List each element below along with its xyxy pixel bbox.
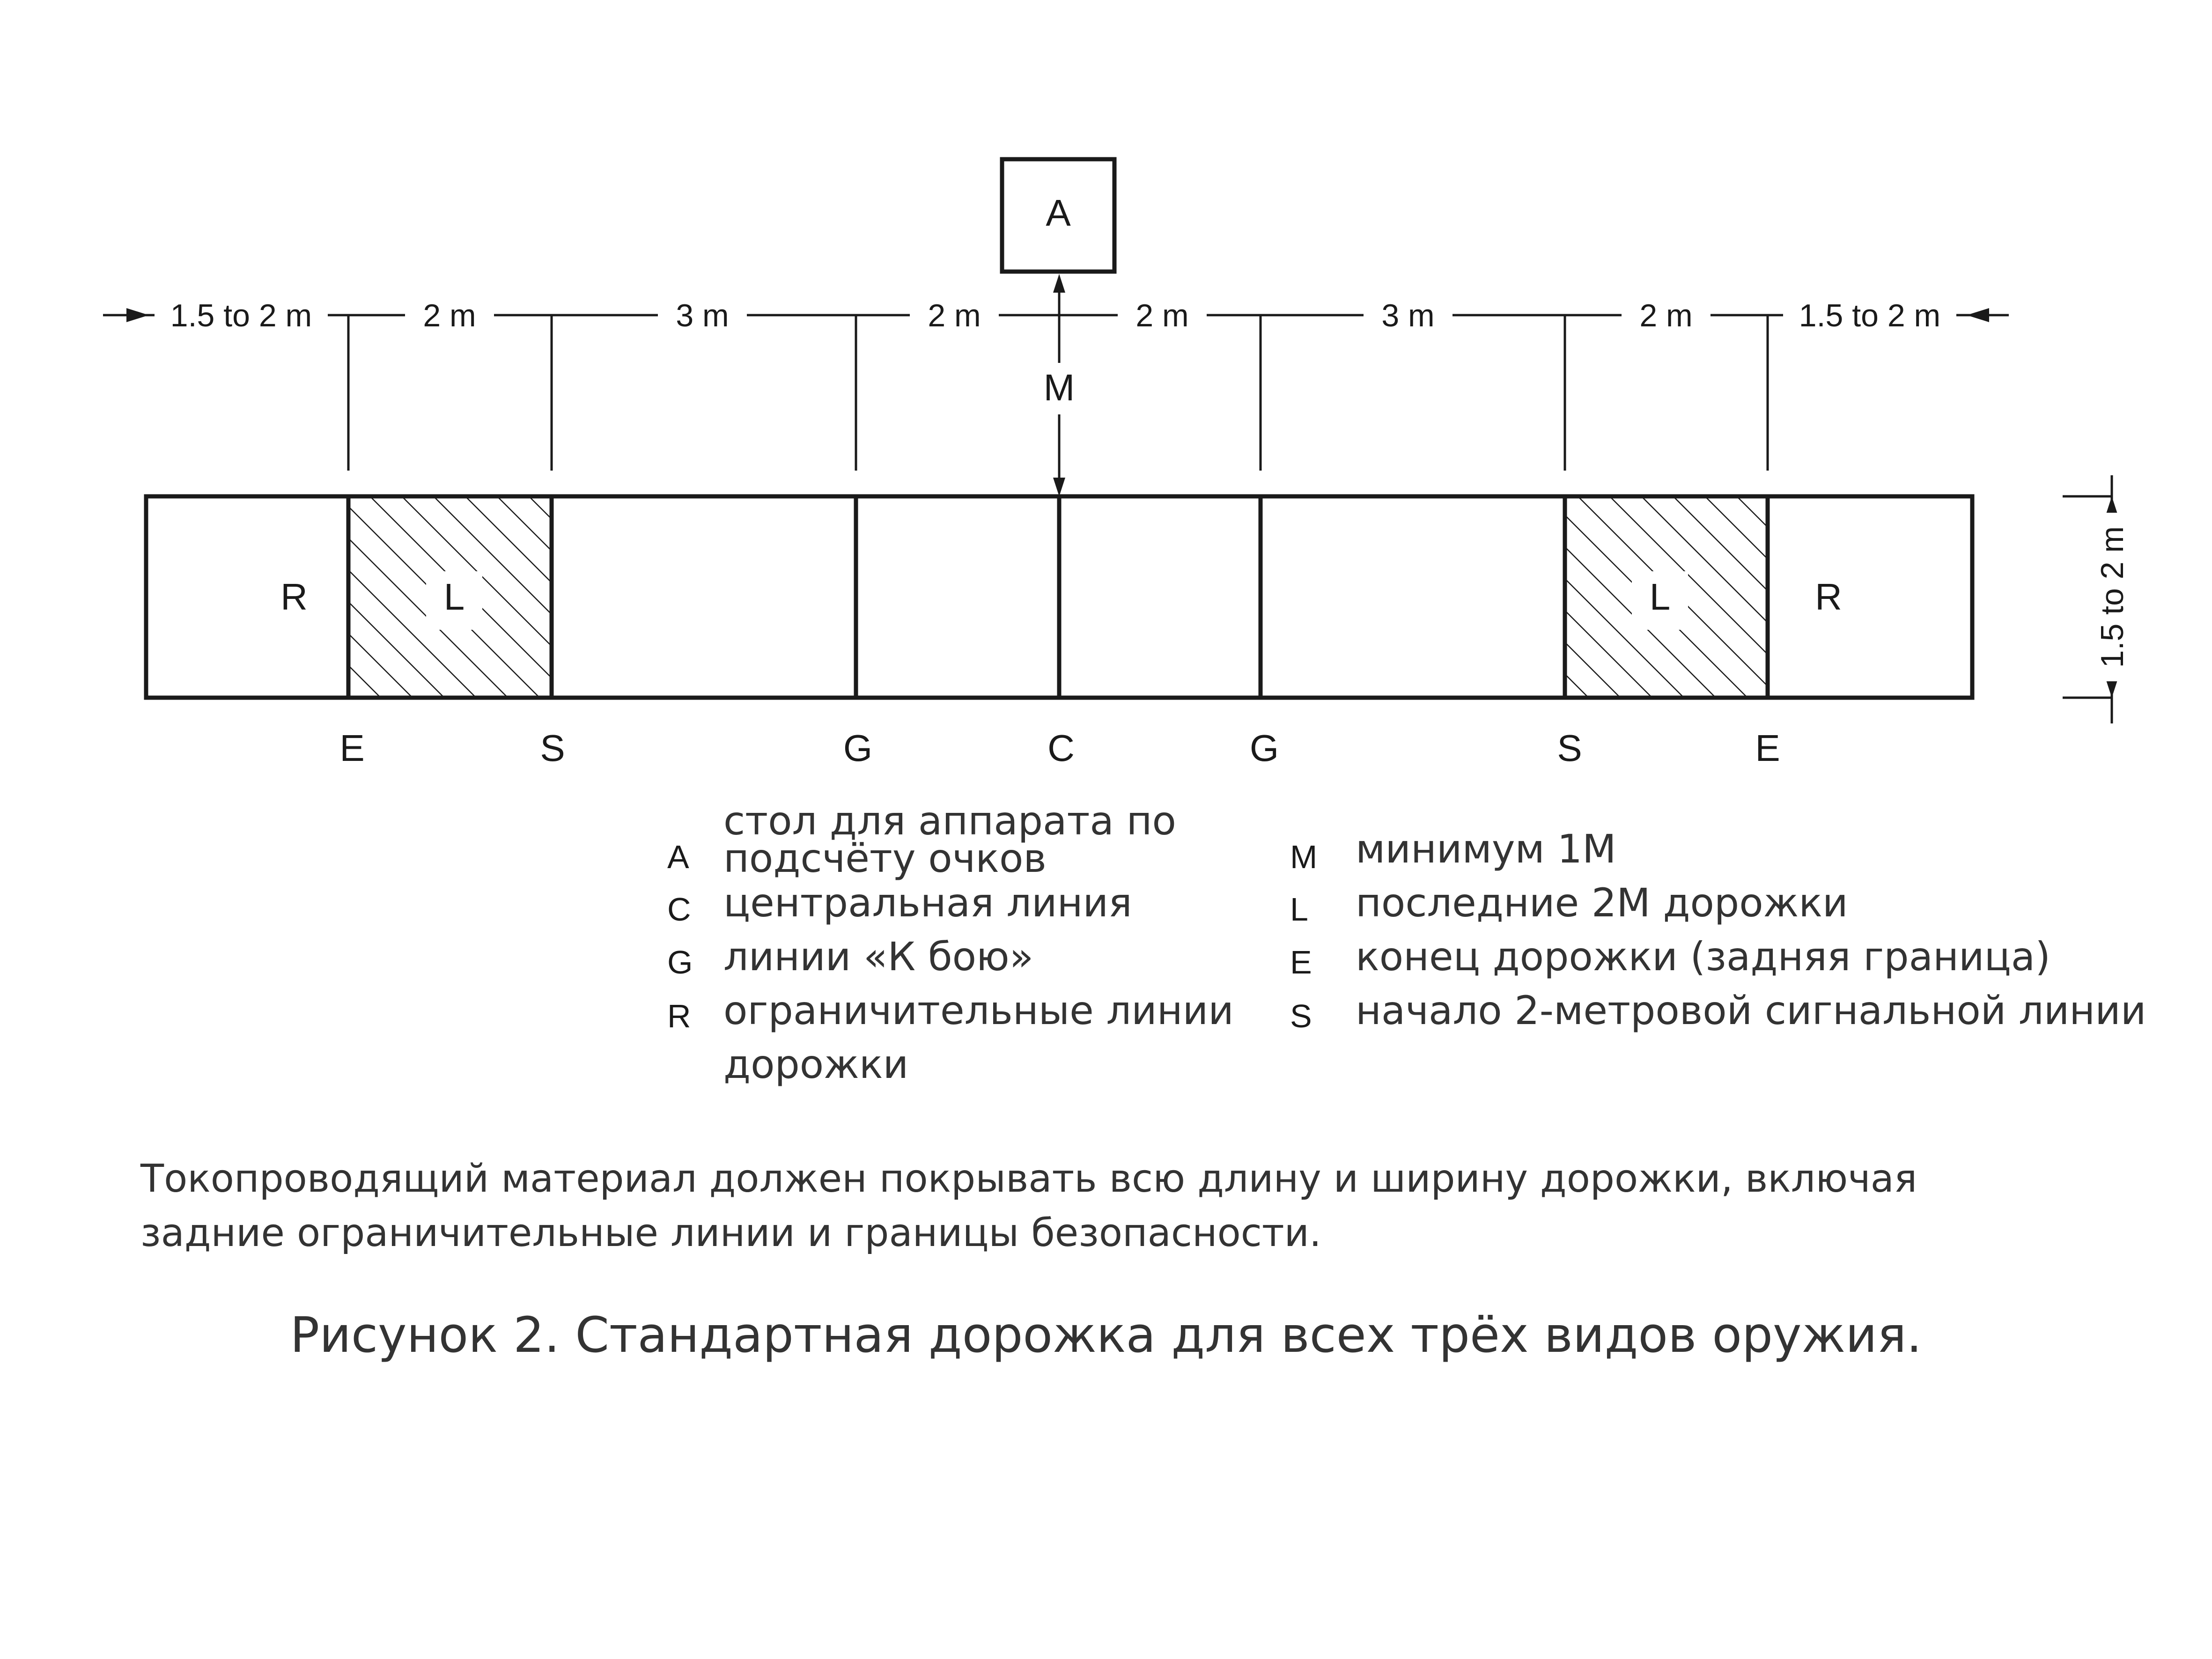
legend-desc-a-line2: подсчёту очков	[723, 835, 1047, 881]
dim-left-sg: 3 m	[676, 298, 729, 333]
min-distance-arrow-down	[1053, 478, 1065, 496]
piste-diagram	[0, 0, 2212, 796]
min-distance-arrow-up	[1053, 274, 1065, 293]
dim-right-cg: 2 m	[1135, 298, 1189, 333]
legend-code-c: C	[667, 891, 691, 928]
legend-code-l: L	[1290, 891, 1308, 928]
line-label-g-left: G	[843, 727, 873, 769]
legend-desc-c: центральная линия	[723, 880, 1132, 926]
legend-desc-m: минимум 1М	[1356, 826, 1616, 872]
dim-width: 1.5 to 2 m	[2094, 526, 2130, 668]
legend-desc-e: конец дорожки (задняя граница)	[1356, 934, 2051, 980]
figure-caption: Рисунок 2. Стандартная дорожка для всех трёх видов оружия.	[290, 1306, 1922, 1364]
min-distance-label: M	[1043, 367, 1075, 408]
dim-left-l: 2 m	[423, 298, 476, 333]
line-label-c: C	[1047, 727, 1075, 769]
line-label-s-left: S	[540, 727, 565, 769]
legend-desc-s: начало 2-метровой сигнальной линии	[1356, 988, 2146, 1033]
zone-left-r: R	[280, 576, 308, 618]
legend-code-e: E	[1290, 944, 1312, 981]
dim-right-gs: 3 m	[1381, 298, 1435, 333]
legend-code-a: A	[667, 839, 689, 875]
dim-right-outer: 1.5 to 2 m	[1799, 298, 1941, 333]
line-label-e-left: E	[339, 727, 365, 769]
legend-code-r: R	[667, 998, 691, 1034]
legend-code-s: S	[1290, 998, 1312, 1034]
left-outer-arrow	[126, 308, 149, 322]
zone-left-l: L	[443, 576, 465, 618]
legend-desc-a-line1: стол для аппарата по	[723, 798, 1176, 844]
scoring-table-label: A	[1046, 192, 1071, 234]
line-label-g-right: G	[1249, 727, 1279, 769]
line-label-s-right: S	[1557, 727, 1582, 769]
line-label-e-right: E	[1755, 727, 1780, 769]
width-dim-arrow-top	[2106, 496, 2118, 515]
zone-right-r: R	[1815, 576, 1842, 618]
legend-desc-r-line2: дорожки	[723, 1041, 909, 1087]
legend-desc-g: линии «К бою»	[723, 934, 1034, 980]
dim-left-outer: 1.5 to 2 m	[170, 298, 312, 333]
width-dim-arrow-bottom	[2106, 679, 2118, 698]
legend-code-m: M	[1290, 839, 1318, 875]
zone-right-l: L	[1649, 576, 1671, 618]
legend-desc-r-line1: ограничительные линии	[723, 988, 1234, 1033]
conductive-material-note: Токопроводящий материал должен покрывать всю длину и ширину дорожки, включая задние ограничительные линии и границы безопасности.	[140, 1157, 1917, 1255]
legend-code-g: G	[667, 944, 693, 981]
legend-desc-l: последние 2М дорожки	[1356, 880, 1848, 926]
dim-left-gc: 2 m	[928, 298, 981, 333]
right-outer-arrow	[1967, 308, 1989, 322]
dim-right-l: 2 m	[1639, 298, 1693, 333]
